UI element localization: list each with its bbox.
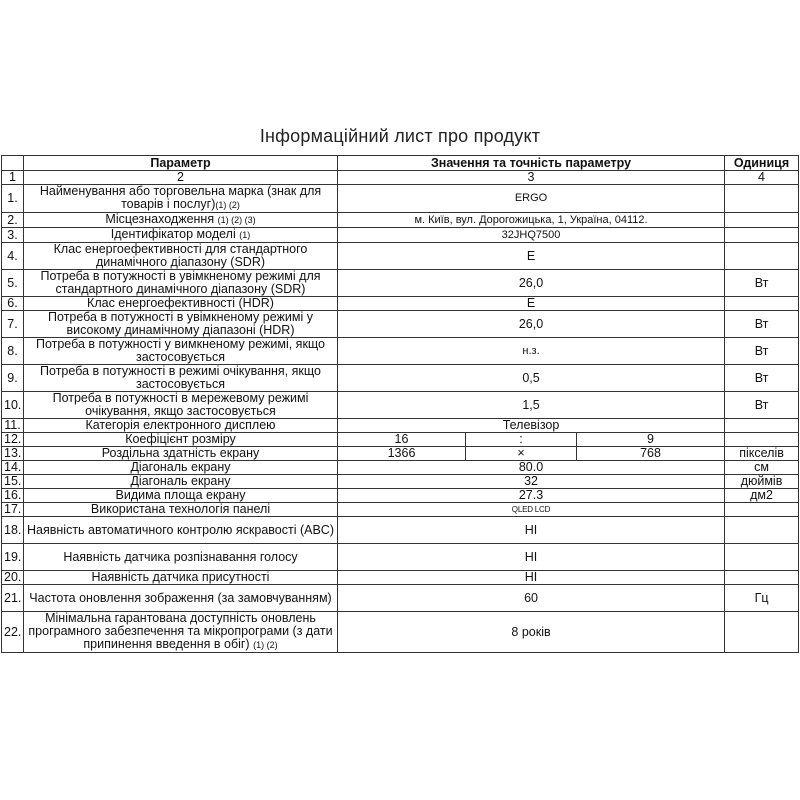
row-value: 32JHQ7500 <box>338 228 725 243</box>
row-value: E <box>338 297 725 311</box>
row-unit: пікселів <box>725 447 799 461</box>
row-unit: Гц <box>725 585 799 612</box>
footnote-ref: (1) (2) (3) <box>217 215 256 225</box>
row-value: НІ <box>338 571 725 585</box>
row-unit: Вт <box>725 270 799 297</box>
row-value: 0,5 <box>338 365 725 392</box>
row-value: E <box>338 243 725 270</box>
row-parameter: Використана технологія панелі <box>24 503 338 517</box>
table-row <box>2 503 799 517</box>
row-unit: Вт <box>725 392 799 419</box>
row-number: 14. <box>2 461 24 475</box>
row-parameter: Клас енергоефективності (HDR) <box>24 297 338 311</box>
row-value: 26,0 <box>338 270 725 297</box>
row-value: н.з. <box>338 338 725 365</box>
row-parameter: Ідентифікатор моделі (1) <box>24 228 338 243</box>
row-number: 13. <box>2 447 24 461</box>
row-number: 3. <box>2 228 24 243</box>
row-unit: Вт <box>725 311 799 338</box>
row-number: 1. <box>2 185 24 213</box>
row-parameter: Мінімальна гарантована доступність оновлень програмного забезпечення та мікропрограми (з дати припинення введення в обіг) (1) (2) <box>24 612 338 653</box>
table-row <box>2 419 799 433</box>
table-row <box>2 571 799 585</box>
row-parameter: Коефіцієнт розміру <box>24 433 338 447</box>
table-row <box>2 213 799 228</box>
row-parameter: Наявність автоматичного контролю яскравості (ABC) <box>24 517 338 544</box>
row-value: 1,5 <box>338 392 725 419</box>
table-header-row <box>2 156 799 171</box>
table-row <box>2 475 799 489</box>
row-number: 7. <box>2 311 24 338</box>
row-value: НІ <box>338 517 725 544</box>
row-number: 6. <box>2 297 24 311</box>
row-unit <box>725 517 799 544</box>
table-row <box>2 243 799 270</box>
row-parameter: Місцезнаходження (1) (2) (3) <box>24 213 338 228</box>
row-value: 60 <box>338 585 725 612</box>
row-value: Телевізор <box>338 419 725 433</box>
row-unit: дюймів <box>725 475 799 489</box>
index-unit: 4 <box>725 171 799 185</box>
resolution-separator: × <box>466 447 577 461</box>
row-parameter: Діагональ екрану <box>24 461 338 475</box>
row-value: м. Київ, вул. Дорогожицька, 1, Україна, 04112. <box>338 213 725 228</box>
row-unit <box>725 433 799 447</box>
header-parameter: Параметр <box>24 156 338 171</box>
row-unit <box>725 297 799 311</box>
row-unit <box>725 612 799 653</box>
header-num <box>2 156 24 171</box>
row-unit <box>725 243 799 270</box>
row-value: 26,0 <box>338 311 725 338</box>
row-parameter: Потреба в потужності в режимі очікування, якщо застосовується <box>24 365 338 392</box>
row-parameter: Частота оновлення зображення (за замовчуванням) <box>24 585 338 612</box>
index-num: 1 <box>2 171 24 185</box>
row-number: 22. <box>2 612 24 653</box>
product-info-table <box>1 155 799 653</box>
table-row <box>2 489 799 503</box>
table-row <box>2 544 799 571</box>
row-number: 16. <box>2 489 24 503</box>
row-number: 18. <box>2 517 24 544</box>
row-value: НІ <box>338 544 725 571</box>
row-parameter: Наявність датчика присутності <box>24 571 338 585</box>
row-unit <box>725 213 799 228</box>
row-parameter: Роздільна здатність екрану <box>24 447 338 461</box>
footnote-ref: (1) <box>239 230 251 240</box>
row-unit: Вт <box>725 338 799 365</box>
resolution-height: 768 <box>577 447 725 461</box>
document-title: Інформаційний лист про продукт <box>259 126 541 146</box>
table-row <box>2 517 799 544</box>
row-number: 21. <box>2 585 24 612</box>
column-index-row <box>2 171 799 185</box>
row-number: 10. <box>2 392 24 419</box>
footnote-ref: (1) (2) <box>215 200 240 210</box>
row-parameter: Клас енергоефективності для стандартного динамічного діапазону (SDR) <box>24 243 338 270</box>
row-number: 2. <box>2 213 24 228</box>
row-parameter: Наявність датчика розпізнавання голосу <box>24 544 338 571</box>
row-number: 17. <box>2 503 24 517</box>
row-number: 20. <box>2 571 24 585</box>
row-unit <box>725 185 799 213</box>
row-value: 8 років <box>338 612 725 653</box>
row-number: 4. <box>2 243 24 270</box>
row-parameter: Категорія електронного дисплею <box>24 419 338 433</box>
row-number: 12. <box>2 433 24 447</box>
row-value: 27.3 <box>338 489 725 503</box>
aspect-width: 16 <box>338 433 466 447</box>
row-number: 5. <box>2 270 24 297</box>
row-unit <box>725 544 799 571</box>
table-row <box>2 392 799 419</box>
table-row <box>2 433 799 447</box>
row-value: QLED LCD <box>338 503 725 517</box>
table-row <box>2 585 799 612</box>
index-param: 2 <box>24 171 338 185</box>
row-number: 8. <box>2 338 24 365</box>
aspect-height: 9 <box>577 433 725 447</box>
row-number: 11. <box>2 419 24 433</box>
header-value: Значення та точність параметру <box>338 156 725 171</box>
row-parameter: Діагональ екрану <box>24 475 338 489</box>
row-unit <box>725 503 799 517</box>
row-unit <box>725 419 799 433</box>
table-row <box>2 447 799 461</box>
table-row <box>2 365 799 392</box>
table-row <box>2 185 799 213</box>
row-unit <box>725 571 799 585</box>
footnote-ref: (1) (2) <box>253 640 278 650</box>
row-parameter: Найменування або торговельна марка (знак для товарів і послуг)(1) (2) <box>24 185 338 213</box>
table-row <box>2 297 799 311</box>
aspect-separator: : <box>466 433 577 447</box>
row-parameter: Потреба в потужності в увімкненому режимі для стандартного динамічного діапазону (SDR) <box>24 270 338 297</box>
table-row <box>2 228 799 243</box>
row-unit: дм2 <box>725 489 799 503</box>
table-row <box>2 311 799 338</box>
row-unit: см <box>725 461 799 475</box>
row-value: 32 <box>338 475 725 489</box>
row-unit: Вт <box>725 365 799 392</box>
row-parameter: Потреба в потужності в увімкненому режимі у високому динамічному діапазоні (HDR) <box>24 311 338 338</box>
row-parameter: Потреба в потужності у вимкненому режимі, якщо застосовується <box>24 338 338 365</box>
table-row <box>2 270 799 297</box>
header-unit: Одиниця <box>725 156 799 171</box>
index-value: 3 <box>338 171 725 185</box>
table-row <box>2 612 799 653</box>
row-parameter: Видима площа екрану <box>24 489 338 503</box>
row-value: 80.0 <box>338 461 725 475</box>
row-number: 19. <box>2 544 24 571</box>
row-value: ERGO <box>338 185 725 213</box>
row-unit <box>725 228 799 243</box>
row-number: 15. <box>2 475 24 489</box>
resolution-width: 1366 <box>338 447 466 461</box>
table-row <box>2 338 799 365</box>
table-row <box>2 461 799 475</box>
row-parameter: Потреба в потужності в мережевому режимі очікування, якщо застосовується <box>24 392 338 419</box>
row-number: 9. <box>2 365 24 392</box>
